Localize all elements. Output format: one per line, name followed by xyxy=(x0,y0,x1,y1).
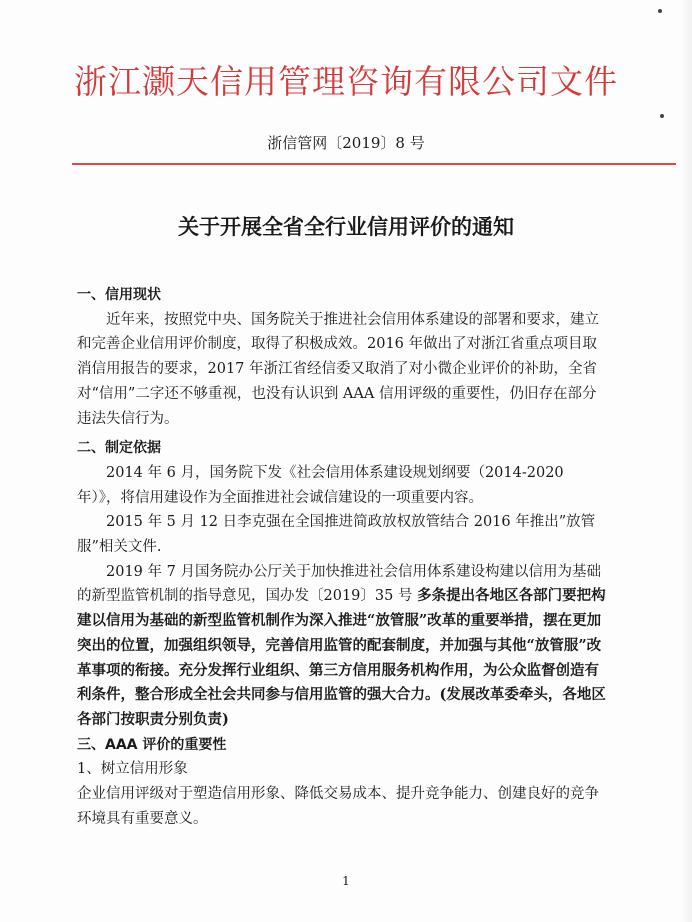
company-header-title: 浙江灏天信用管理咨询有限公司文件 xyxy=(74,62,618,101)
section-2-paragraph-2: 2015 年 5 月 12 日李克强在全国推进简政放权放管结合 2016 年推出”放管服”相关文件. xyxy=(77,514,596,556)
page-number: 1 xyxy=(342,874,350,888)
scan-dot xyxy=(658,9,662,13)
scan-dot xyxy=(660,114,664,118)
section-1-paragraph: 近年来，按照党中央、国务院关于推进社会信用体系建设的部署和要求，建立和完善企业信用评价制度，取得了积极成效。2016 年做出了对浙江省重点项目取消信用报告的要求，2017 年浙江省经信委又取消了对小微企业评价的补助，全省对“信用”二字还不够重视，也没有认识到 AAA 信用评级的重要性，仍旧存在部分违法失信行为。 xyxy=(77,311,599,427)
document-number: 浙信管网〔2019〕8 号 xyxy=(267,134,425,152)
section-3-subheading: 1、树立信用形象 xyxy=(77,761,188,778)
section-2-paragraph-3 xyxy=(77,560,609,733)
header-divider-line xyxy=(72,163,676,165)
document-body xyxy=(77,283,609,831)
policy-details-text: 多条提出各地区各部门要把构建以信用为基础的新型监管机制作为深入推进“放管服”改革的重要举措，摆在更加突出的位置，加强组织领导，完善信用监管的配套制度，并加强与其他“放管服”改革事项的衔接。充分发挥行业组织、第三方信用服务机构作用，为公众监督创造有利条件，整合形成全社会共同参与信用监管的强大合力。(发展改革委牵头，各地区各部门按职责分别负责) xyxy=(77,587,606,728)
section-3-paragraph: 企业信用评级对于塑造信用形象、降低交易成本、提升竞争能力、创建良好的竞争环境具有重要意义。 xyxy=(77,786,599,827)
section-heading-1: 一、信用现状 xyxy=(77,287,161,303)
notice-title: 关于开展全省全行业信用评价的通知 xyxy=(178,215,514,239)
section-heading-2: 二、制定依据 xyxy=(77,440,161,457)
section-2-paragraph-1: 2014 年 6 月，国务院下发《社会信用体系建设规划纲要（2014-2020 年）》，将信用建设作为全面推进社会诚信建设的一项重要内容。 xyxy=(77,464,564,506)
section-heading-3: 三、AAA 评价的重要性 xyxy=(77,736,227,753)
policy-reference-text: 2019 年 7 月国务院办公厅关于加快推进社会信用体系建设构建以信用为基础的新型监管机制的指导意见，国办发〔2019〕35 号 xyxy=(77,563,601,605)
